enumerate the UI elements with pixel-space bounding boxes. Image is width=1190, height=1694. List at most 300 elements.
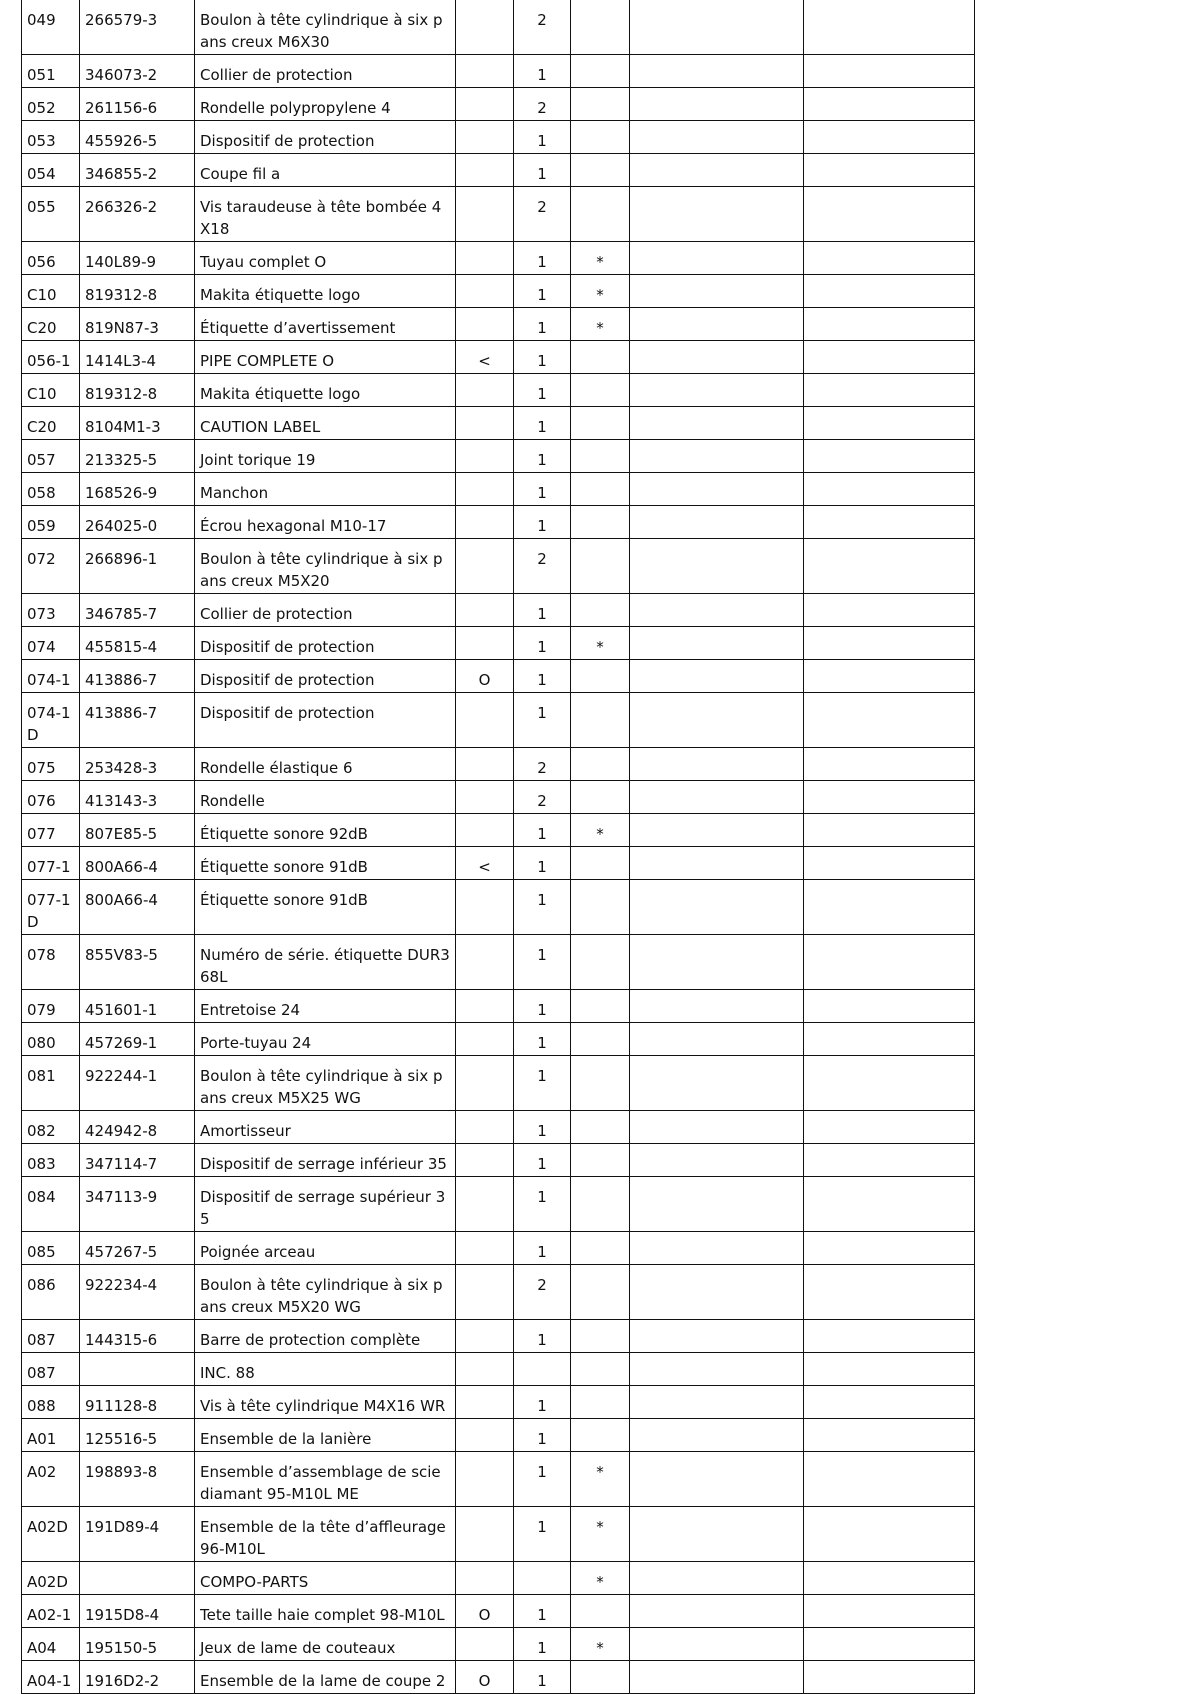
note-mark-cell bbox=[456, 880, 514, 935]
empty-cell bbox=[630, 627, 804, 660]
quantity-cell: 2 bbox=[514, 748, 571, 781]
flag-star-cell bbox=[571, 1265, 630, 1320]
flag-star-cell bbox=[571, 660, 630, 693]
empty-cell bbox=[630, 693, 804, 748]
empty-cell bbox=[804, 847, 975, 880]
description-cell: Tete taille haie complet 98-M10L bbox=[195, 1595, 456, 1628]
note-mark-cell: O bbox=[456, 1661, 514, 1694]
item-number-cell: 051 bbox=[22, 55, 80, 88]
flag-star-cell bbox=[571, 88, 630, 121]
part-number-cell: 347114-7 bbox=[80, 1144, 195, 1177]
flag-star-cell bbox=[571, 1595, 630, 1628]
flag-star-cell bbox=[571, 693, 630, 748]
description-cell: Ensemble de la lanière bbox=[195, 1419, 456, 1452]
part-number-cell: 922244-1 bbox=[80, 1056, 195, 1111]
empty-cell bbox=[804, 407, 975, 440]
description-cell: Porte-tuyau 24 bbox=[195, 1023, 456, 1056]
part-number-cell: 347113-9 bbox=[80, 1177, 195, 1232]
flag-star-cell bbox=[571, 1023, 630, 1056]
table-row bbox=[22, 88, 975, 121]
description-cell: Coupe fil a bbox=[195, 154, 456, 187]
empty-cell bbox=[630, 781, 804, 814]
empty-cell bbox=[630, 55, 804, 88]
empty-cell bbox=[630, 275, 804, 308]
table-row bbox=[22, 1628, 975, 1661]
part-number-cell: 800A66-4 bbox=[80, 847, 195, 880]
quantity-cell: 1 bbox=[514, 275, 571, 308]
empty-cell bbox=[804, 594, 975, 627]
part-number-cell: 264025-0 bbox=[80, 506, 195, 539]
empty-cell bbox=[630, 0, 804, 55]
empty-cell bbox=[630, 407, 804, 440]
item-number-cell: 077-1 bbox=[22, 847, 80, 880]
note-mark-cell bbox=[456, 1562, 514, 1595]
part-number-cell: 455926-5 bbox=[80, 121, 195, 154]
empty-cell bbox=[804, 1419, 975, 1452]
item-number-cell: C20 bbox=[22, 407, 80, 440]
quantity-cell: 1 bbox=[514, 374, 571, 407]
empty-cell bbox=[630, 814, 804, 847]
empty-cell bbox=[630, 473, 804, 506]
table-row bbox=[22, 242, 975, 275]
empty-cell bbox=[804, 627, 975, 660]
description-cell: Étiquette sonore 92dB bbox=[195, 814, 456, 847]
description-cell: Poignée arceau bbox=[195, 1232, 456, 1265]
quantity-cell: 1 bbox=[514, 693, 571, 748]
flag-star-cell bbox=[571, 1386, 630, 1419]
part-number-cell: 266896-1 bbox=[80, 539, 195, 594]
flag-star-cell bbox=[571, 935, 630, 990]
empty-cell bbox=[804, 1628, 975, 1661]
description-cell: CAUTION LABEL bbox=[195, 407, 456, 440]
table-row bbox=[22, 1595, 975, 1628]
quantity-cell: 1 bbox=[514, 880, 571, 935]
empty-cell bbox=[630, 1320, 804, 1353]
table-row bbox=[22, 374, 975, 407]
quantity-cell: 1 bbox=[514, 407, 571, 440]
item-number-cell: 075 bbox=[22, 748, 80, 781]
empty-cell bbox=[804, 0, 975, 55]
empty-cell bbox=[804, 660, 975, 693]
part-number-cell: 819312-8 bbox=[80, 275, 195, 308]
table-row bbox=[22, 1265, 975, 1320]
quantity-cell: 1 bbox=[514, 1056, 571, 1111]
item-number-cell: 058 bbox=[22, 473, 80, 506]
note-mark-cell bbox=[456, 1320, 514, 1353]
empty-cell bbox=[630, 1023, 804, 1056]
table-row bbox=[22, 506, 975, 539]
empty-cell bbox=[804, 121, 975, 154]
empty-cell bbox=[630, 242, 804, 275]
part-number-cell: 346855-2 bbox=[80, 154, 195, 187]
empty-cell bbox=[630, 594, 804, 627]
note-mark-cell bbox=[456, 1628, 514, 1661]
item-number-cell: 087 bbox=[22, 1353, 80, 1386]
flag-star-cell bbox=[571, 374, 630, 407]
empty-cell bbox=[804, 1232, 975, 1265]
empty-cell bbox=[804, 473, 975, 506]
item-number-cell: 074-1D bbox=[22, 693, 80, 748]
table-row bbox=[22, 0, 975, 55]
item-number-cell: 079 bbox=[22, 990, 80, 1023]
description-cell: Écrou hexagonal M10-17 bbox=[195, 506, 456, 539]
description-cell: Dispositif de serrage supérieur 35 bbox=[195, 1177, 456, 1232]
part-number-cell: 451601-1 bbox=[80, 990, 195, 1023]
quantity-cell: 1 bbox=[514, 1661, 571, 1694]
note-mark-cell bbox=[456, 1265, 514, 1320]
description-cell: Dispositif de protection bbox=[195, 660, 456, 693]
description-cell: Boulon à tête cylindrique à six pans creux M5X20 WG bbox=[195, 1265, 456, 1320]
item-number-cell: A04-1 bbox=[22, 1661, 80, 1694]
table-row bbox=[22, 187, 975, 242]
empty-cell bbox=[630, 341, 804, 374]
note-mark-cell: O bbox=[456, 660, 514, 693]
note-mark-cell bbox=[456, 1144, 514, 1177]
flag-star-cell: * bbox=[571, 242, 630, 275]
empty-cell bbox=[630, 308, 804, 341]
empty-cell bbox=[804, 880, 975, 935]
flag-star-cell bbox=[571, 473, 630, 506]
empty-cell bbox=[804, 814, 975, 847]
item-number-cell: 074-1 bbox=[22, 660, 80, 693]
item-number-cell: 076 bbox=[22, 781, 80, 814]
quantity-cell: 1 bbox=[514, 341, 571, 374]
item-number-cell: C20 bbox=[22, 308, 80, 341]
item-number-cell: 055 bbox=[22, 187, 80, 242]
quantity-cell: 1 bbox=[514, 1023, 571, 1056]
empty-cell bbox=[804, 1056, 975, 1111]
empty-cell bbox=[630, 1386, 804, 1419]
quantity-cell: 1 bbox=[514, 154, 571, 187]
description-cell: Dispositif de protection bbox=[195, 121, 456, 154]
flag-star-cell: * bbox=[571, 1507, 630, 1562]
note-mark-cell bbox=[456, 121, 514, 154]
item-number-cell: A02 bbox=[22, 1452, 80, 1507]
part-number-cell: 457267-5 bbox=[80, 1232, 195, 1265]
empty-cell bbox=[630, 1353, 804, 1386]
empty-cell bbox=[804, 1144, 975, 1177]
description-cell: Makita étiquette logo bbox=[195, 374, 456, 407]
item-number-cell: A02D bbox=[22, 1562, 80, 1595]
item-number-cell: 080 bbox=[22, 1023, 80, 1056]
flag-star-cell: * bbox=[571, 1562, 630, 1595]
table-row bbox=[22, 308, 975, 341]
flag-star-cell bbox=[571, 55, 630, 88]
note-mark-cell bbox=[456, 781, 514, 814]
flag-star-cell bbox=[571, 1177, 630, 1232]
empty-cell bbox=[804, 781, 975, 814]
table-row bbox=[22, 1144, 975, 1177]
description-cell: Barre de protection complète bbox=[195, 1320, 456, 1353]
note-mark-cell bbox=[456, 814, 514, 847]
description-cell: Vis à tête cylindrique M4X16 WR bbox=[195, 1386, 456, 1419]
part-number-cell: 1414L3-4 bbox=[80, 341, 195, 374]
item-number-cell: A02-1 bbox=[22, 1595, 80, 1628]
note-mark-cell bbox=[456, 506, 514, 539]
empty-cell bbox=[630, 1452, 804, 1507]
table-row bbox=[22, 1056, 975, 1111]
part-number-cell: 819312-8 bbox=[80, 374, 195, 407]
empty-cell bbox=[804, 539, 975, 594]
flag-star-cell bbox=[571, 121, 630, 154]
part-number-cell: 457269-1 bbox=[80, 1023, 195, 1056]
note-mark-cell bbox=[456, 1507, 514, 1562]
quantity-cell: 2 bbox=[514, 1265, 571, 1320]
part-number-cell: 455815-4 bbox=[80, 627, 195, 660]
note-mark-cell bbox=[456, 187, 514, 242]
table-row bbox=[22, 473, 975, 506]
empty-cell bbox=[630, 990, 804, 1023]
part-number-cell: 261156-6 bbox=[80, 88, 195, 121]
item-number-cell: 085 bbox=[22, 1232, 80, 1265]
quantity-cell: 1 bbox=[514, 1595, 571, 1628]
note-mark-cell bbox=[456, 0, 514, 55]
empty-cell bbox=[804, 154, 975, 187]
note-mark-cell bbox=[456, 1177, 514, 1232]
quantity-cell: 1 bbox=[514, 847, 571, 880]
flag-star-cell: * bbox=[571, 1628, 630, 1661]
quantity-cell: 1 bbox=[514, 55, 571, 88]
description-cell: Boulon à tête cylindrique à six pans creux M5X20 bbox=[195, 539, 456, 594]
empty-cell bbox=[804, 1023, 975, 1056]
part-number-cell: 1915D8-4 bbox=[80, 1595, 195, 1628]
empty-cell bbox=[630, 506, 804, 539]
part-number-cell: 413886-7 bbox=[80, 660, 195, 693]
note-mark-cell bbox=[456, 935, 514, 990]
quantity-cell bbox=[514, 1562, 571, 1595]
note-mark-cell bbox=[456, 1232, 514, 1265]
note-mark-cell bbox=[456, 308, 514, 341]
flag-star-cell bbox=[571, 781, 630, 814]
item-number-cell: 073 bbox=[22, 594, 80, 627]
table-row bbox=[22, 1562, 975, 1595]
note-mark-cell bbox=[456, 1386, 514, 1419]
description-cell: Rondelle polypropylene 4 bbox=[195, 88, 456, 121]
item-number-cell: 074 bbox=[22, 627, 80, 660]
table-row bbox=[22, 594, 975, 627]
part-number-cell: 413886-7 bbox=[80, 693, 195, 748]
note-mark-cell bbox=[456, 1111, 514, 1144]
description-cell: Numéro de série. étiquette DUR368L bbox=[195, 935, 456, 990]
table-row bbox=[22, 660, 975, 693]
part-number-cell: 413143-3 bbox=[80, 781, 195, 814]
empty-cell bbox=[630, 440, 804, 473]
note-mark-cell: < bbox=[456, 847, 514, 880]
part-number-cell: 346785-7 bbox=[80, 594, 195, 627]
empty-cell bbox=[630, 1265, 804, 1320]
table-row bbox=[22, 154, 975, 187]
quantity-cell: 2 bbox=[514, 539, 571, 594]
table-row bbox=[22, 341, 975, 374]
empty-cell bbox=[804, 88, 975, 121]
empty-cell bbox=[804, 440, 975, 473]
item-number-cell: A04 bbox=[22, 1628, 80, 1661]
description-cell: Boulon à tête cylindrique à six pans creux M6X30 bbox=[195, 0, 456, 55]
empty-cell bbox=[804, 374, 975, 407]
quantity-cell: 2 bbox=[514, 781, 571, 814]
part-number-cell: 911128-8 bbox=[80, 1386, 195, 1419]
table-row bbox=[22, 1661, 975, 1694]
part-number-cell: 922234-4 bbox=[80, 1265, 195, 1320]
quantity-cell: 1 bbox=[514, 1628, 571, 1661]
item-number-cell: 088 bbox=[22, 1386, 80, 1419]
note-mark-cell: O bbox=[456, 1595, 514, 1628]
note-mark-cell bbox=[456, 539, 514, 594]
table-row bbox=[22, 275, 975, 308]
empty-cell bbox=[804, 693, 975, 748]
note-mark-cell bbox=[456, 55, 514, 88]
note-mark-cell bbox=[456, 374, 514, 407]
note-mark-cell bbox=[456, 473, 514, 506]
part-number-cell: 1916D2-2 bbox=[80, 1661, 195, 1694]
empty-cell bbox=[804, 1562, 975, 1595]
table-row bbox=[22, 627, 975, 660]
quantity-cell: 1 bbox=[514, 1232, 571, 1265]
empty-cell bbox=[804, 308, 975, 341]
table-row bbox=[22, 1507, 975, 1562]
empty-cell bbox=[804, 187, 975, 242]
note-mark-cell bbox=[456, 1353, 514, 1386]
quantity-cell: 1 bbox=[514, 660, 571, 693]
flag-star-cell bbox=[571, 990, 630, 1023]
description-cell: Ensemble de la lame de coupe 2 bbox=[195, 1661, 456, 1694]
part-number-cell: 253428-3 bbox=[80, 748, 195, 781]
quantity-cell: 1 bbox=[514, 1419, 571, 1452]
description-cell: Ensemble de la tête d’affleurage 96-M10L bbox=[195, 1507, 456, 1562]
note-mark-cell bbox=[456, 594, 514, 627]
empty-cell bbox=[804, 1320, 975, 1353]
empty-cell bbox=[804, 1265, 975, 1320]
flag-star-cell bbox=[571, 341, 630, 374]
empty-cell bbox=[804, 275, 975, 308]
table-row bbox=[22, 1177, 975, 1232]
part-number-cell bbox=[80, 1353, 195, 1386]
note-mark-cell bbox=[456, 154, 514, 187]
empty-cell bbox=[630, 154, 804, 187]
parts-table-body bbox=[22, 0, 975, 1694]
table-row bbox=[22, 990, 975, 1023]
flag-star-cell bbox=[571, 1232, 630, 1265]
item-number-cell: 056-1 bbox=[22, 341, 80, 374]
flag-star-cell bbox=[571, 539, 630, 594]
empty-cell bbox=[630, 88, 804, 121]
quantity-cell: 1 bbox=[514, 121, 571, 154]
flag-star-cell bbox=[571, 154, 630, 187]
table-row bbox=[22, 781, 975, 814]
quantity-cell: 1 bbox=[514, 1177, 571, 1232]
item-number-cell: A02D bbox=[22, 1507, 80, 1562]
description-cell: COMPO-PARTS bbox=[195, 1562, 456, 1595]
item-number-cell: A01 bbox=[22, 1419, 80, 1452]
flag-star-cell bbox=[571, 847, 630, 880]
note-mark-cell bbox=[456, 990, 514, 1023]
item-number-cell: 087 bbox=[22, 1320, 80, 1353]
description-cell: PIPE COMPLETE O bbox=[195, 341, 456, 374]
empty-cell bbox=[630, 374, 804, 407]
quantity-cell: 1 bbox=[514, 440, 571, 473]
item-number-cell: 072 bbox=[22, 539, 80, 594]
quantity-cell: 1 bbox=[514, 594, 571, 627]
item-number-cell: 059 bbox=[22, 506, 80, 539]
item-number-cell: 077-1D bbox=[22, 880, 80, 935]
note-mark-cell bbox=[456, 440, 514, 473]
empty-cell bbox=[630, 1232, 804, 1265]
item-number-cell: 082 bbox=[22, 1111, 80, 1144]
empty-cell bbox=[804, 55, 975, 88]
description-cell: Vis taraudeuse à tête bombée 4X18 bbox=[195, 187, 456, 242]
flag-star-cell bbox=[571, 0, 630, 55]
part-number-cell: 144315-6 bbox=[80, 1320, 195, 1353]
part-number-cell: 346073-2 bbox=[80, 55, 195, 88]
empty-cell bbox=[630, 1595, 804, 1628]
empty-cell bbox=[630, 660, 804, 693]
part-number-cell: 819N87-3 bbox=[80, 308, 195, 341]
empty-cell bbox=[804, 506, 975, 539]
empty-cell bbox=[804, 1386, 975, 1419]
quantity-cell: 1 bbox=[514, 1111, 571, 1144]
table-row bbox=[22, 1111, 975, 1144]
empty-cell bbox=[804, 1661, 975, 1694]
part-number-cell: 855V83-5 bbox=[80, 935, 195, 990]
flag-star-cell bbox=[571, 440, 630, 473]
item-number-cell: 053 bbox=[22, 121, 80, 154]
part-number-cell: 168526-9 bbox=[80, 473, 195, 506]
empty-cell bbox=[630, 880, 804, 935]
parts-list-table bbox=[21, 0, 975, 1694]
empty-cell bbox=[804, 1595, 975, 1628]
part-number-cell bbox=[80, 1562, 195, 1595]
table-row bbox=[22, 693, 975, 748]
empty-cell bbox=[804, 990, 975, 1023]
description-cell: Rondelle bbox=[195, 781, 456, 814]
empty-cell bbox=[630, 539, 804, 594]
quantity-cell: 1 bbox=[514, 935, 571, 990]
empty-cell bbox=[630, 1056, 804, 1111]
table-row bbox=[22, 1386, 975, 1419]
note-mark-cell bbox=[456, 407, 514, 440]
flag-star-cell bbox=[571, 1419, 630, 1452]
item-number-cell: C10 bbox=[22, 374, 80, 407]
description-cell: Rondelle élastique 6 bbox=[195, 748, 456, 781]
empty-cell bbox=[804, 748, 975, 781]
table-row bbox=[22, 407, 975, 440]
description-cell: Amortisseur bbox=[195, 1111, 456, 1144]
note-mark-cell bbox=[456, 748, 514, 781]
flag-star-cell bbox=[571, 748, 630, 781]
quantity-cell: 1 bbox=[514, 473, 571, 506]
note-mark-cell bbox=[456, 693, 514, 748]
quantity-cell: 1 bbox=[514, 627, 571, 660]
empty-cell bbox=[804, 1353, 975, 1386]
flag-star-cell bbox=[571, 506, 630, 539]
table-row bbox=[22, 1353, 975, 1386]
table-row bbox=[22, 440, 975, 473]
flag-star-cell bbox=[571, 1144, 630, 1177]
table-row bbox=[22, 1419, 975, 1452]
description-cell: Dispositif de protection bbox=[195, 693, 456, 748]
table-row bbox=[22, 55, 975, 88]
part-number-cell: 195150-5 bbox=[80, 1628, 195, 1661]
flag-star-cell bbox=[571, 1661, 630, 1694]
quantity-cell: 1 bbox=[514, 1452, 571, 1507]
table-row bbox=[22, 1452, 975, 1507]
item-number-cell: 084 bbox=[22, 1177, 80, 1232]
table-row bbox=[22, 935, 975, 990]
quantity-cell: 1 bbox=[514, 1144, 571, 1177]
quantity-cell bbox=[514, 1353, 571, 1386]
flag-star-cell bbox=[571, 1111, 630, 1144]
empty-cell bbox=[630, 187, 804, 242]
